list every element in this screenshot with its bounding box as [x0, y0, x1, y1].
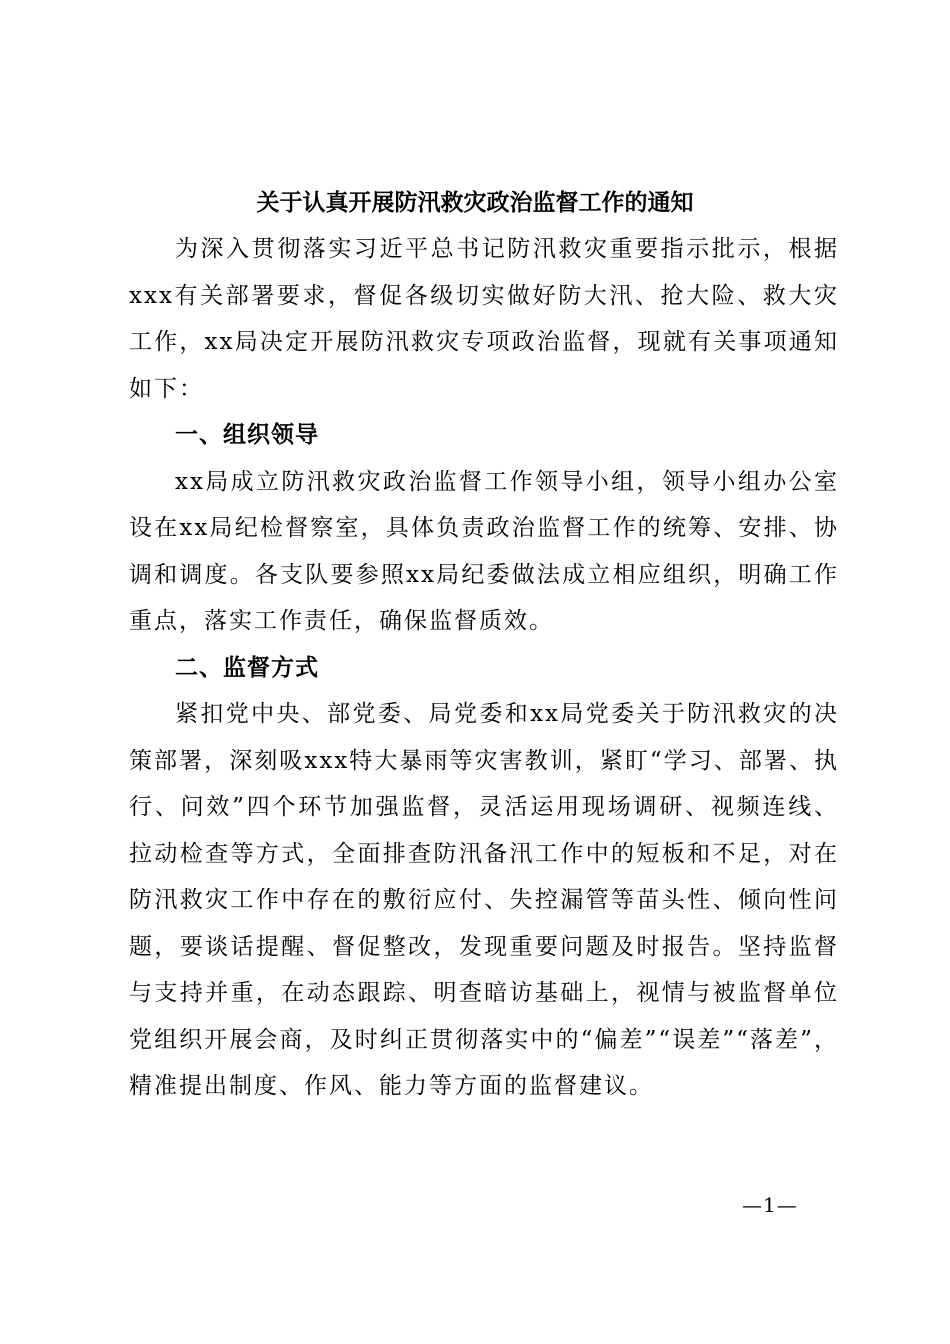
page-number: —1— — [742, 1193, 798, 1217]
document-body — [129, 226, 839, 1110]
section-heading-supervision-method: 二、监督方式 — [175, 654, 319, 681]
section-heading-organization: 一、组织领导 — [175, 422, 319, 448]
section-paragraph-supervision-method: 紧扣党中央、部党委、局党委和xx局党委关于防汛救灾的决策部署，深刻吸xxx特大暴雨等灾害教训，紧盯“学习、部署、执行、问效”四个环节加强监督，灵活运用现场调研、视频连线、拉动检查等方式，全面排查防汛备汛工作中的短板和不足，对在防汛救灾工作中存在的敷衍应付、失控漏管等苗头性、倾向性问题，要谈话提醒、督促整改，发现重要问题及时报告。坚持监督与支持并重，在动态跟踪、明查暗访基础上，视情与被监督单位党组织开展会商，及时纠正贯彻落实中的“偏差”“误差”“落差”，精准提出制度、作风、能力等方面的监督建议。 — [129, 701, 839, 1099]
document-title: 关于认真开展防汛救灾政治监督工作的通知 — [256, 189, 694, 216]
section-paragraph-organization: xx局成立防汛救灾政治监督工作领导小组，领导小组办公室设在xx局纪检督察室，具体负责政治监督工作的统筹、安排、协调和调度。各支队要参照xx局纪委做法成立相应组织，明确工作重点，落实工作责任，确保监督质效。 — [129, 468, 839, 634]
intro-paragraph: 为深入贯彻落实习近平总书记防汛救灾重要指示批示，根据xxx有关部署要求，督促各级切实做好防大汛、抢大险、救大灾工作，xx局决定开展防汛救灾专项政治监督，现就有关事项通知如下： — [129, 236, 839, 402]
